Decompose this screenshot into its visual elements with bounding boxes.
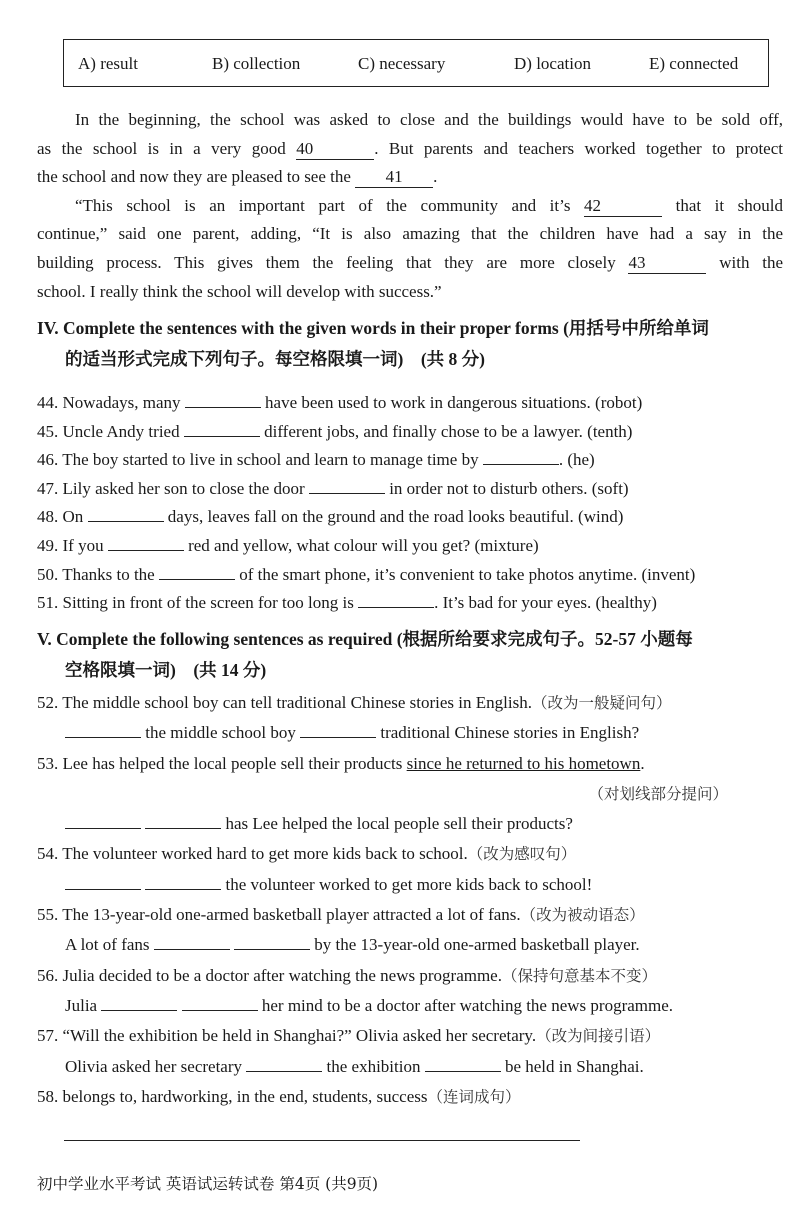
answer-52: [37, 718, 783, 748]
question-53: [37, 749, 783, 779]
answer-blank[interactable]: [483, 450, 559, 465]
passage-line: [37, 163, 783, 192]
answer-blank[interactable]: [65, 723, 141, 738]
answer-text: traditional Chinese stories in English?: [380, 723, 640, 743]
heading-line: 的适当形式完成下列句子。每空格限填一词) (共 8 分): [65, 349, 485, 369]
answer-text: be held in Shanghai.: [504, 1056, 644, 1076]
option-e: E) connected: [649, 54, 739, 73]
passage-text: “This school is an important part of the community and it’s: [75, 195, 571, 215]
answer-text: Julia: [65, 995, 98, 1015]
answer-53: [37, 809, 783, 839]
passage-text: . But parents and teachers worked together to protect: [374, 138, 783, 158]
question-text: 54. The volunteer worked hard to get more kids back to school.: [37, 844, 468, 864]
question-49: [37, 532, 783, 561]
answer-blank[interactable]: [358, 593, 434, 608]
page-footer: 初中学业水平考试 英语试运转试卷 第4页 (共9页): [37, 1175, 379, 1193]
blank-41[interactable]: 41: [355, 167, 433, 188]
section-5-items: [37, 688, 783, 1112]
answer-text: the exhibition: [326, 1056, 421, 1076]
question-text: 55. The 13-year-old one-armed basketball player attracted a lot of fans.: [37, 905, 521, 925]
answer-text: A lot of fans: [65, 935, 150, 955]
instruction-note: （改为一般疑问句）: [531, 694, 672, 712]
answer-text: the volunteer worked to get more kids back to school!: [225, 874, 593, 894]
passage-text: building process. This gives them the feeling that they are more closely: [37, 252, 616, 272]
heading-line: V. Complete the following sentences as required (根据所给要求完成句子。52-57 小题每: [37, 629, 693, 649]
question-text: 49. If you: [37, 535, 104, 555]
instruction-note: （改为被动语态）: [520, 906, 645, 925]
answer-text: Olivia asked her secretary: [65, 1056, 242, 1076]
instruction-note: （改为间接引语）: [536, 1027, 661, 1046]
answer-blank[interactable]: [154, 935, 230, 950]
question-text: 46. The boy started to live in school and learn to manage time by: [37, 450, 479, 470]
question-55: [37, 900, 783, 930]
heading-line: IV. Complete the sentences with the given words in their proper forms (用括号中所给单词: [37, 318, 709, 338]
answer-57: [37, 1052, 783, 1082]
passage-line: continue,” said one parent, adding, “It is also amazing that the children have had a say in the: [37, 224, 783, 244]
instruction-note: （保持句意基本不变）: [501, 966, 657, 985]
passage-text: the school and now they are pleased to see the: [37, 167, 351, 187]
question-text: 50. Thanks to the: [37, 564, 155, 584]
answer-blank[interactable]: [246, 1057, 322, 1072]
question-text: 56. Julia decided to be a doctor after watching the news programme.: [37, 965, 502, 985]
passage-line: school. I really think the school will develop with success.”: [37, 281, 442, 301]
question-45: [37, 418, 783, 447]
question-text: different jobs, and finally chose to be a lawyer. (tenth): [264, 421, 633, 441]
question-53-note: [37, 779, 783, 809]
word-bank-box: [63, 39, 769, 87]
question-text: . (he): [558, 450, 595, 470]
option-d: D) location: [514, 54, 591, 73]
question-text: . It’s bad for your eyes. (healthy): [434, 593, 657, 613]
answer-56: [37, 991, 783, 1021]
question-48: [37, 503, 783, 532]
question-text: 47. Lily asked her son to close the door: [37, 478, 305, 498]
passage-line: [37, 249, 783, 278]
option-c: C) necessary: [358, 54, 446, 73]
option-a: A) result: [78, 54, 138, 73]
passage-text: .: [433, 167, 438, 187]
answer-blank[interactable]: [159, 565, 235, 580]
question-text: red and yellow, what colour will you get? (mixture): [188, 535, 539, 555]
question-44: [37, 389, 783, 418]
question-text: 45. Uncle Andy tried: [37, 421, 180, 441]
answer-blank[interactable]: [145, 875, 221, 890]
question-text: have been used to work in dangerous situations. (robot): [265, 393, 643, 412]
answer-text: the middle school boy: [145, 723, 296, 743]
answer-blank[interactable]: [234, 935, 310, 950]
section-5-heading: [37, 624, 693, 686]
answer-blank[interactable]: [425, 1057, 501, 1072]
answer-text: her mind to be a doctor after watching the news programme.: [261, 995, 674, 1015]
question-56: [37, 961, 783, 991]
passage: [37, 106, 783, 306]
blank-42[interactable]: 42: [584, 196, 662, 217]
answer-blank[interactable]: [88, 507, 164, 522]
answer-55: [37, 930, 783, 960]
question-47: [37, 475, 783, 504]
question-54: [37, 839, 783, 869]
question-50: [37, 561, 783, 590]
question-text: 48. On: [37, 507, 84, 527]
blank-40[interactable]: 40: [296, 139, 374, 160]
instruction-note: （对划线部分提问）: [588, 784, 728, 803]
question-text: of the smart phone, it’s convenient to take photos anytime. (invent): [239, 564, 696, 584]
passage-text: with the: [719, 252, 784, 272]
section-4-heading: [37, 313, 709, 375]
answer-blank[interactable]: [309, 479, 385, 494]
question-text: in order not to disturb others. (soft): [389, 478, 629, 498]
passage-text: that it should: [675, 195, 784, 215]
blank-43[interactable]: 43: [628, 253, 706, 274]
passage-line: [37, 192, 783, 221]
answer-blank[interactable]: [65, 875, 141, 890]
question-51: [37, 589, 783, 618]
underlined-part: since he returned to his hometown: [406, 753, 641, 773]
heading-line: 空格限填一词) (共 14 分): [65, 660, 267, 680]
section-4-items: [37, 389, 783, 618]
answer-text: has Lee helped the local people sell their products?: [225, 814, 573, 834]
answer-blank[interactable]: [300, 723, 376, 738]
answer-blank[interactable]: [182, 996, 258, 1011]
answer-blank[interactable]: [184, 422, 260, 437]
instruction-note: （改为感叹句）: [467, 845, 577, 864]
question-46: [37, 446, 783, 475]
passage-line: In the beginning, the school was asked to close and the buildings would have to be sold off,: [75, 110, 783, 129]
question-57: [37, 1021, 783, 1051]
question-text: .: [640, 753, 645, 773]
question-text: 52. The middle school boy can tell traditional Chinese stories in English.: [37, 693, 532, 712]
question-text: days, leaves fall on the ground and the road looks beautiful. (wind): [167, 507, 624, 527]
option-b: B) collection: [212, 54, 301, 73]
passage-text: as the school is in a very good: [37, 138, 286, 158]
answer-blank[interactable]: [108, 536, 184, 551]
instruction-note: （连词成句）: [427, 1087, 521, 1106]
question-text: 53. Lee has helped the local people sell their products: [37, 753, 403, 773]
passage-line: [37, 135, 783, 164]
question-58: [37, 1082, 783, 1112]
question-text: 44. Nowadays, many: [37, 393, 181, 412]
answer-54: [37, 870, 783, 900]
answer-text: by the 13-year-old one-armed basketball player.: [314, 935, 640, 955]
answer-blank[interactable]: [101, 996, 177, 1011]
question-text: 57. “Will the exhibition be held in Shanghai?” Olivia asked her secretary.: [37, 1026, 537, 1046]
question-text: 58. belongs to, hardworking, in the end, students, success: [37, 1086, 428, 1106]
answer-blank[interactable]: [185, 393, 261, 408]
question-text: 51. Sitting in front of the screen for too long is: [37, 593, 354, 613]
question-52: [37, 688, 783, 718]
answer-blank[interactable]: [65, 814, 141, 829]
answer-line-58[interactable]: [64, 1140, 580, 1141]
answer-blank[interactable]: [145, 814, 221, 829]
